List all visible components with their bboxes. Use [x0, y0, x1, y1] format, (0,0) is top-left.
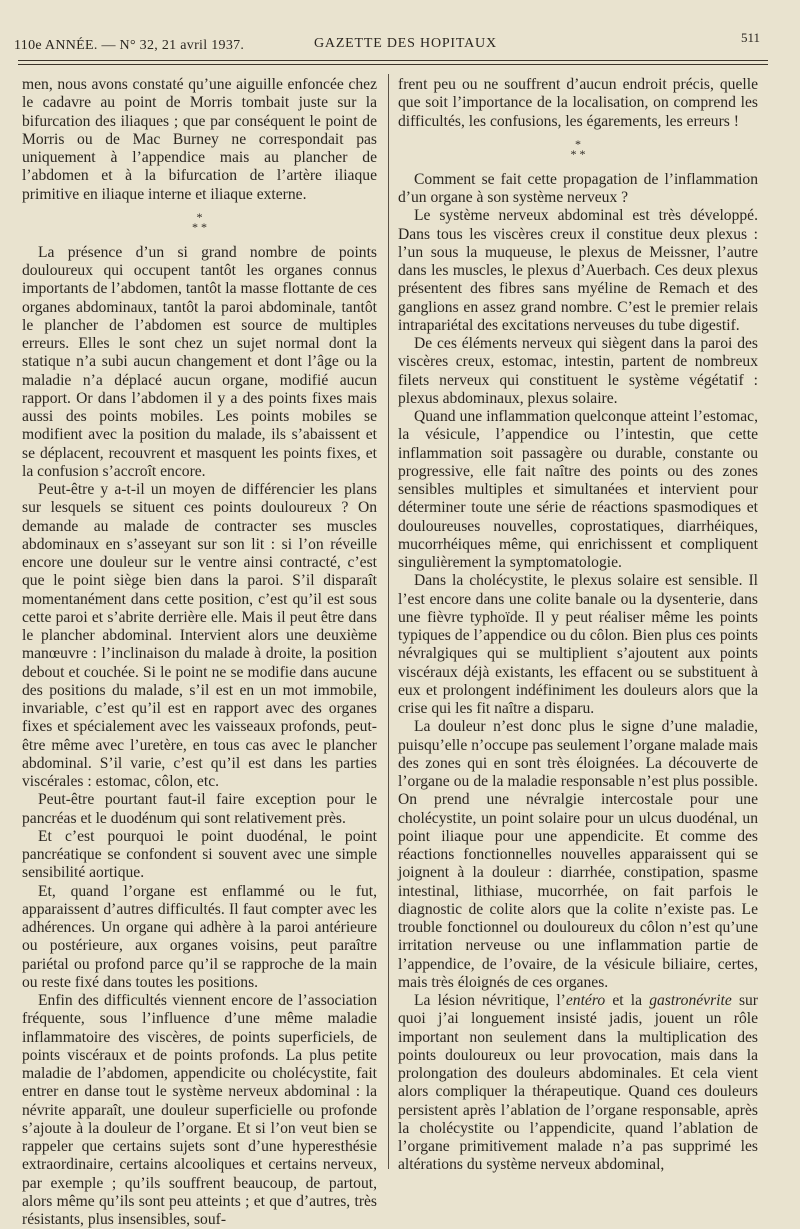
header-rule-bottom: [18, 64, 768, 65]
section-separator: * * *: [570, 136, 586, 161]
paragraph: Peut-être pourtant faut-il faire exception pour le pancréas et le duodénum qui sont relativement près.: [22, 791, 377, 827]
paragraph: Dans la cholécystite, le plexus solaire est sensible. Il l’est encore dans une colite banale ou la dysenterie, dans une fièvre typhoïde. Il y peut réaliser même les points typiques de l’appendice ou du côlon. Bien plus ces points névralgiques qui se multiplient s’ajoutent aux points viscéraux déjà existants, les effacent ou se substituent à eux et prolongent indéfiniment les douleurs alors que la crise qui les fit naître a disparu.: [398, 572, 758, 717]
paragraph: De ces éléments nerveux qui siègent dans la paroi des viscères creux, estomac, intestin, partent de nombreux filets nerveux qui constituent le système végétatif : plexus abdominaux, plexus solaire.: [398, 335, 758, 407]
section-separator: * * *: [192, 209, 207, 234]
paragraph: Le système nerveux abdominal est très développé. Dans tous les viscères creux il constitue deux plexus : l’un sous la muqueuse, le plexus de Meissner, l’autre dans les muscles, le plexus d’Auerbach. Ces deux plexus présentent des fibres sans myéline de Remach et des ganglions en assez grand nombre. C’est le premier relais intrapariétal des excitations nerveuses du tube digestif.: [398, 207, 758, 334]
paragraph: La présence d’un si grand nombre de points douloureux qui occupent tantôt les organes connus importants de l’abdomen, tantôt la masse flottante de ces organes abdominaux, tantôt la paroi abdominale, tantôt le plancher de l’abdomen est source de multiples erreurs. Elles le sont chez un sujet normal dont la statique n’a subi aucun changement et dont l’âge ou la maladie n’a déplacé aucun organe, modifié aucun rapport. Or dans l’abdomen il y a des points fixes mais aussi des points mobiles. Les points mobiles se modifient avec la position du malade, ils s’abaissent et se déplacent, recouvrent et masquent les points fixes, et la confusion s’accroît encore.: [22, 243, 377, 480]
paragraph: men, nous avons constaté qu’une aiguille enfoncée chez le cadavre au point de Morris tombait juste sur la bifurcation des iliaques ; que par conséquent le point de Morris ou de Mac Burney ne correspondait pas uniquement à l’appendice mais au plancher de l’abdomen et à la bifurcation de l’artère iliaque primitive en iliaque interne et iliaque externe.: [22, 76, 377, 203]
paragraph: Enfin des difficultés viennent encore de l’association fréquente, sous l’influence d’une même maladie inflammatoire des viscères, de points superficiels, de points viscéraux et de points profonds. La plus petite maladie de l’abdomen, appendicite ou cholécystite, fait entrer en danse tout le système nerveux abdominal : la névrite apparaît, une douleur superficielle ou profonde s’ajoute à la douleur de l’organe. Et si l’on veut bien se rappeler que certains sujets sont d’une hyperesthésie extraordinaire, certains alcooliques et certains nerveux, par exemple ; qu’ils souffrent beaucoup, de partout, alors même qu’ils sont peu atteints ; et que d’autres, très résistants, plus insensibles, souf-: [22, 992, 377, 1228]
paragraph: Et, quand l’organe est enflammé ou le fut, apparaissent d’autres difficultés. Il faut compter avec les adhérences. Un organe qui adhère à la paroi antérieure ou postérieure, aux organes voisins, peut paraître pariétal ou profond parce qu’il se rapproche de la main ou reste fixé dans toutes les positions.: [22, 882, 377, 991]
left-column: [22, 76, 377, 1229]
issue-info: 110e ANNÉE. — N° 32, 21 avril 1937.: [14, 38, 245, 53]
paragraph: La douleur n’est donc plus le signe d’une maladie, puisqu’elle n’occupe pas seulement l’organe malade mais des zones qui en sont très éloignées. La découverte de l’organe ou de la maladie responsable n’est plus possible. On prend une névralgie intercostale pour une cholécystite, un point solaire pour un ulcus duodénal, un point iliaque pour une appendicite. Et comme des réactions fonctionnelles nouvelles apparaissent qui se joignent à la douleur : diarrhée, constipation, spasme intestinal, lithiase, mucorrhée, on fait parfois le diagnostic de colite alors que la colite n’existe pas. Le trouble fonctionnel ou douloureux du côlon n’est qu’une irritation nerveuse ou une inflammation partie de l’appendice, de l’ovaire, de la vésicule biliaire, certes, mais très éloignés de ces organes.: [398, 718, 758, 991]
column-divider: [388, 74, 389, 1169]
paragraph: Quand une inflammation quelconque atteint l’estomac, la vésicule, l’appendice ou l’intestin, que cette inflammation soit passagère ou durable, constante ou progressive, elle fait naître des points ou des zones sensibles multiples et simultanées et intervient pour déterminer toute une série de réactions spasmodiques et douloureuses nouvelles, coprostatiques, diarrhéiques, mucorrhéiques même, qui enrichissent et compliquent singulièrement la symptomatologie.: [398, 408, 758, 571]
page-number: 511: [740, 30, 760, 45]
page-header: [14, 30, 770, 60]
paragraph: Comment se fait cette propagation de l’inflammation d’un organe à son système nerveux ?: [398, 170, 758, 206]
paragraph: La lésion névritique, l’entéro et la gastronévrite sur quoi j’ai longuement insisté jadis, jouent un rôle important non seulement dans la multiplication des points douloureux ou leur provocation, mais dans la prolongation des douleurs abdominales. Et cela vient alors compliquer la thérapeutique. Quand ces douleurs persistent après l’ablation de l’organe responsable, après la cholécystite ou l’appendicite, quand l’ablation de l’organe primitivement malade n’a pas supprimé les altérations du système nerveux abdominal,: [398, 992, 758, 1174]
header-rule-top: [18, 60, 768, 61]
journal-title: GAZETTE DES HOPITAUX: [314, 36, 497, 51]
paragraph: Et c’est pourquoi le point duodénal, le point pancréatique se confondent si souvent avec une simple sensibilité aortique.: [22, 827, 377, 882]
paragraph: frent peu ou ne souffrent d’aucun endroit précis, quelle que soit l’importance de la localisation, on comprend les difficultés, les confusions, les égarements, les erreurs !: [398, 76, 758, 130]
paragraph: Peut-être y a-t-il un moyen de différencier les plans sur lesquels se situent ces points douloureux ? On demande au malade de contracter ses muscles abdominaux en s’asseyant sur son lit : si l’on réveille encore une douleur sur le ventre ainsi contracté, c’est que le point siège bien dans la paroi. S’il disparaît momentanément dans cette position, c’est qu’il est sous cette paroi et s’abrite derrière elle. Mais il peut être dans le plancher abdominal. Intervient alors une deuxième manœuvre : l’inclinaison du malade à droite, la position debout et couchée. Si le point ne se modifie dans aucune des positions du malade, s’il est en un mot immobile, invariable, c’est qu’il est en rapport avec des organes fixes et spécialement avec les vaisseaux profonds, peut-être même avec l’uretère, en tous cas avec le plancher abdominal. S’il varie, c’est qu’il est dans les parties viscérales : estomac, côlon, etc.: [22, 481, 377, 790]
right-column: [398, 76, 758, 1175]
